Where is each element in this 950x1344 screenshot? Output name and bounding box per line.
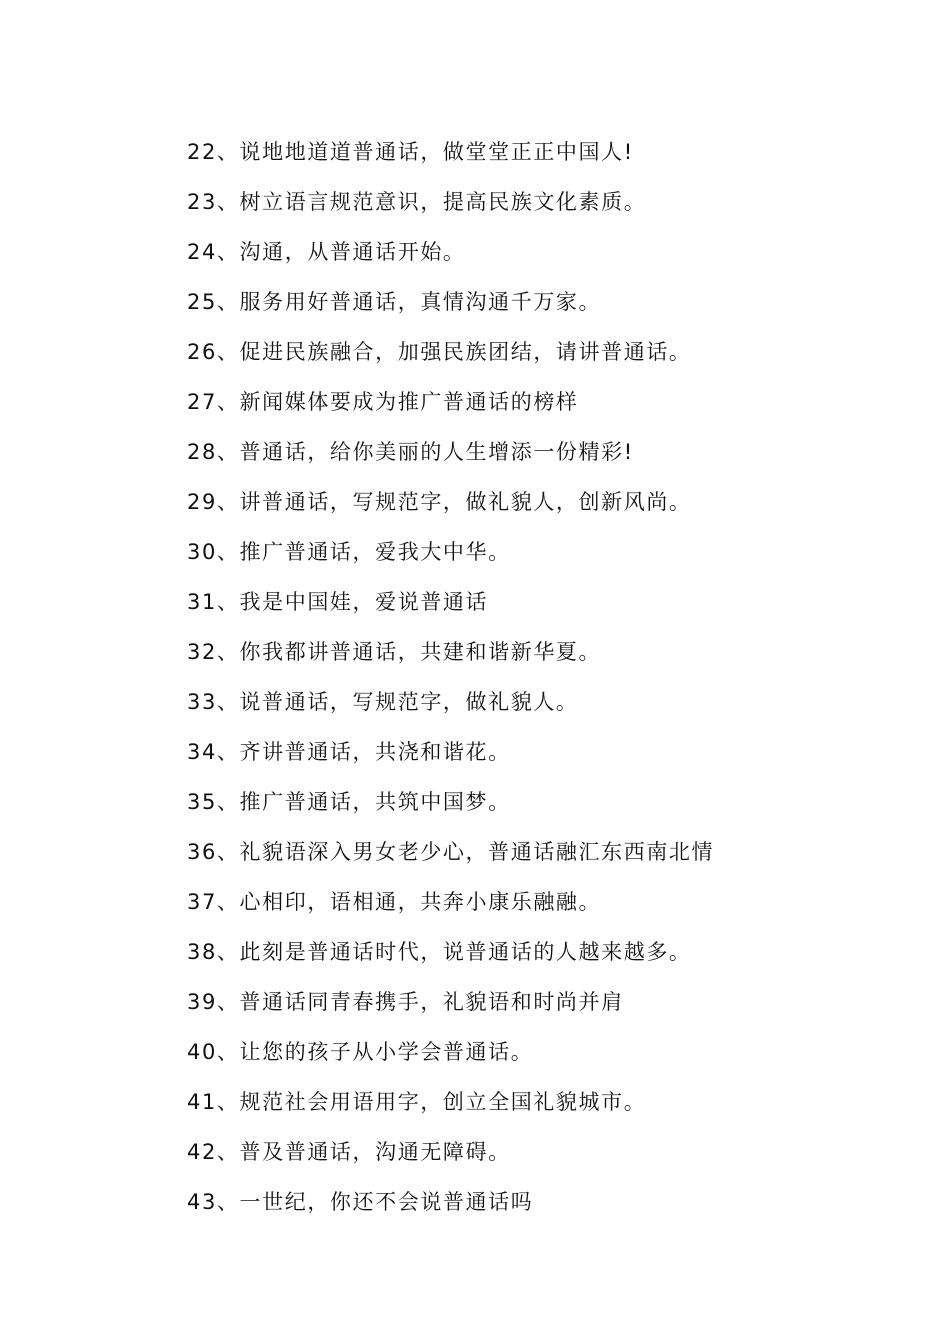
list-item: 38、此刻是普通话时代，说普通话的人越来越多。 <box>187 940 692 964</box>
slogan-list <box>187 133 714 1233</box>
list-item: 24、沟通，从普通话开始。 <box>187 240 466 264</box>
list-item: 25、服务用好普通话，真情沟通千万家。 <box>187 290 602 314</box>
list-item: 40、让您的孩子从小学会普通话。 <box>187 1040 534 1064</box>
list-item: 29、讲普通话，写规范字，做礼貌人，创新风尚。 <box>187 490 692 514</box>
list-item: 39、普通话同青春携手，礼貌语和时尚并肩 <box>187 990 624 1014</box>
list-item: 30、推广普通话，爱我大中华。 <box>187 540 511 564</box>
list-item: 43、一世纪，你还不会说普通话吗 <box>187 1190 534 1214</box>
list-item: 35、推广普通话，共筑中国梦。 <box>187 790 511 814</box>
list-item: 42、普及普通话，沟通无障碍。 <box>187 1140 511 1164</box>
list-item: 26、促进民族融合，加强民族团结，请讲普通话。 <box>187 340 692 364</box>
list-item: 23、树立语言规范意识，提高民族文化素质。 <box>187 190 647 214</box>
list-item: 22、说地地道道普通话，做堂堂正正中国人! <box>187 140 634 164</box>
list-item: 27、新闻媒体要成为推广普通话的榜样 <box>187 390 579 414</box>
list-item: 32、你我都讲普通话，共建和谐新华夏。 <box>187 640 602 664</box>
list-item: 36、礼貌语深入男女老少心，普通话融汇东西南北情 <box>187 840 715 864</box>
list-item: 33、说普通话，写规范字，做礼貌人。 <box>187 690 579 714</box>
list-item: 34、齐讲普通话，共浇和谐花。 <box>187 740 511 764</box>
list-item: 41、规范社会用语用字，创立全国礼貌城市。 <box>187 1090 647 1114</box>
list-item: 37、心相印，语相通，共奔小康乐融融。 <box>187 890 602 914</box>
list-item: 31、我是中国娃，爱说普通话 <box>187 590 489 614</box>
list-item: 28、普通话，给你美丽的人生增添一份精彩! <box>187 440 634 464</box>
